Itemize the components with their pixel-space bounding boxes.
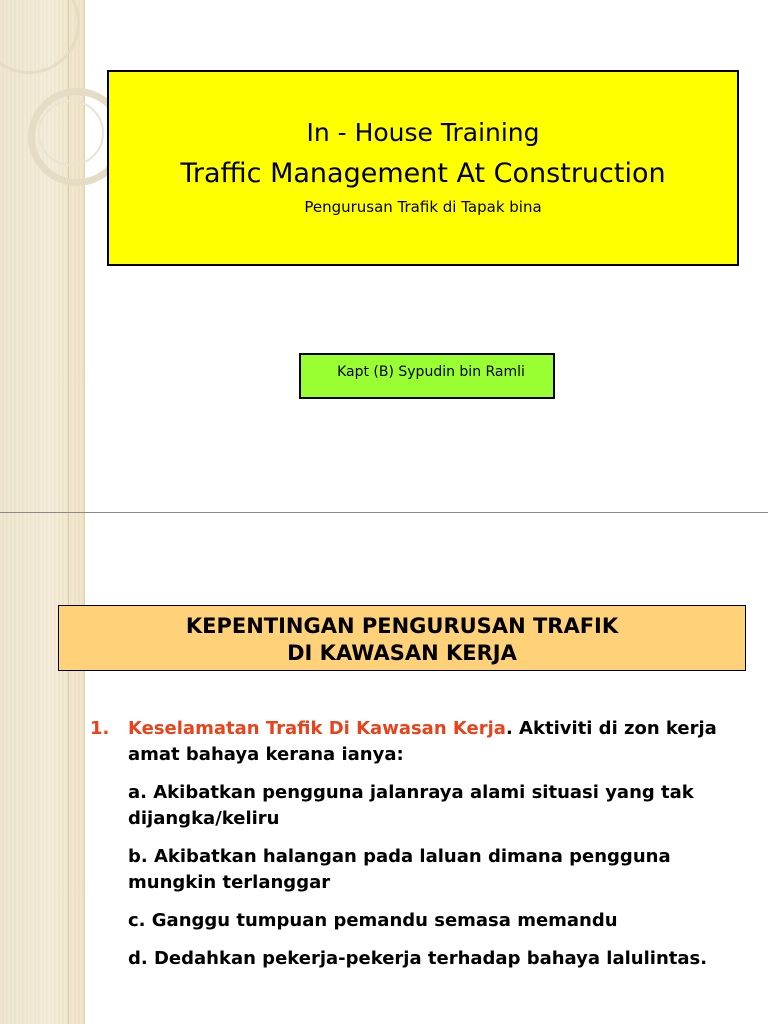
band-divider-line-2 — [68, 513, 69, 1024]
list-item-heading: Keselamatan Trafik Di Kawasan Kerja — [128, 718, 506, 739]
sub-item-b: b. Akibatkan halangan pada laluan dimana pengguna mungkin terlanggar — [128, 846, 671, 893]
decorative-side-band — [0, 0, 85, 512]
slide-2 — [0, 512, 768, 1024]
numbered-list — [90, 716, 730, 972]
decorative-side-band-2 — [0, 513, 85, 1024]
sub-item-a: a. Akibatkan pengguna jalanraya alami situasi yang tak dijangka/keliru — [128, 782, 694, 829]
heading-box — [58, 605, 746, 671]
subtitle: Pengurusan Trafik di Tapak bina — [304, 198, 542, 216]
decorative-ring-inner — [38, 100, 104, 166]
presenter-box — [299, 353, 555, 399]
title-line-2: Traffic Management At Construction — [180, 158, 666, 189]
sub-item-d: d. Dedahkan pekerja-pekerja terhadap bahaya lalulintas. — [128, 948, 708, 969]
presenter-name: Kapt (B) Sypudin bin Ramli — [337, 364, 525, 380]
heading-line-1: KEPENTINGAN PENGURUSAN TRAFIK — [185, 614, 619, 638]
sub-item-c: c. Ganggu tumpuan pemandu semasa memandu — [128, 910, 618, 931]
heading-line-2: DI KAWASAN KERJA — [287, 641, 517, 665]
list-item-text: . Aktiviti di zon kerja amat bahaya kerana ianya: — [128, 718, 717, 765]
list-item — [128, 716, 730, 972]
list-number: 1. — [90, 718, 110, 739]
title-box — [107, 70, 739, 266]
title-line-1: In - House Training — [306, 118, 540, 147]
band-divider-line — [68, 0, 69, 512]
